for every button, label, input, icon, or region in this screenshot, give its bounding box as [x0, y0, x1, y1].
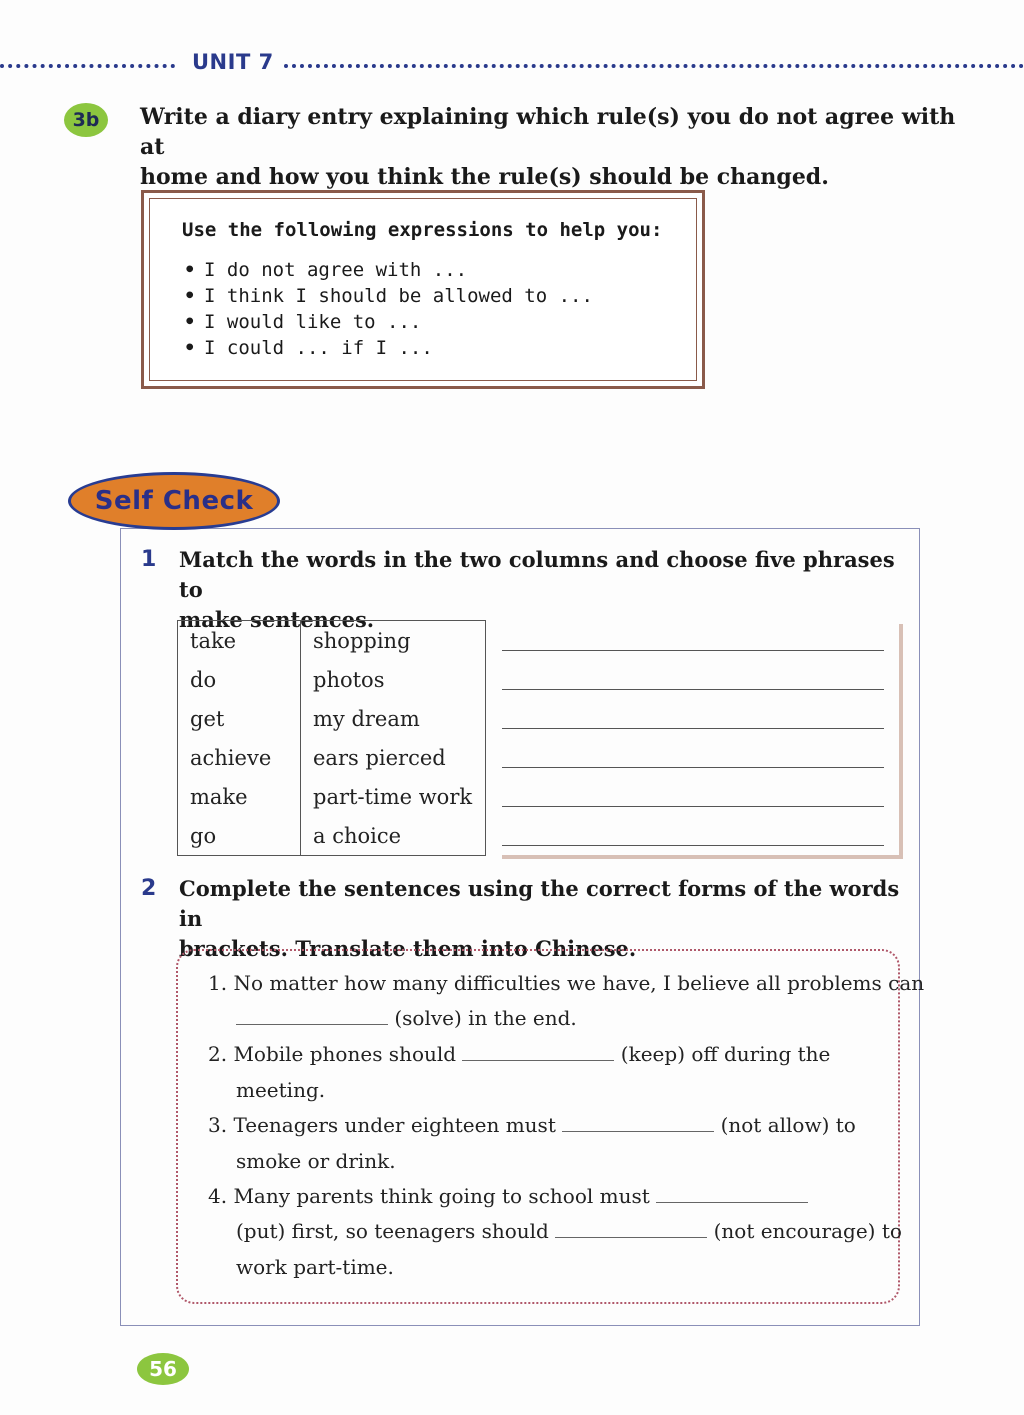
expression-item: • I could ... if I ... [184, 337, 433, 359]
expressions-title: Use the following expressions to help you: [182, 219, 663, 241]
answer-blank[interactable] [462, 1042, 614, 1061]
question-2-number: 2 [141, 876, 157, 901]
sentence-2-line-2: meeting. [236, 1078, 326, 1102]
dotted-rule-left [0, 64, 175, 68]
sentence-1-line-2: (solve) in the end. [236, 1006, 577, 1030]
task-3b-instruction [140, 102, 960, 192]
sentence-2-line-1: 2. Mobile phones should (keep) off during the [208, 1042, 831, 1066]
answer-blank[interactable] [236, 1006, 388, 1025]
expression-item: • I would like to ... [184, 311, 422, 333]
unit-title: UNIT 7 [192, 50, 274, 74]
sentence-1-line-1: 1. No matter how many difficulties we have, I believe all problems can [208, 971, 925, 995]
answer-line[interactable] [502, 728, 884, 729]
bullet-icon: • [184, 285, 196, 307]
answer-line[interactable] [502, 806, 884, 807]
table-row: go a choice [178, 816, 486, 856]
answer-blank[interactable] [555, 1219, 707, 1238]
sentence-4-line-2: (put) first, so teenagers should (not encourage) to [236, 1219, 902, 1243]
bullet-icon: • [184, 259, 196, 281]
sentence-3-line-2: smoke or drink. [236, 1149, 396, 1173]
answer-area-shadow-right [899, 624, 903, 858]
expression-item: • I do not agree with ... [184, 259, 468, 281]
answer-area-shadow-bottom [502, 855, 903, 859]
expression-item: • I think I should be allowed to ... [184, 285, 593, 307]
table-row: make part-time work [178, 777, 486, 816]
page-number: 56 [137, 1353, 189, 1385]
bullet-icon: • [184, 311, 196, 333]
answer-blank[interactable] [562, 1113, 714, 1132]
unit-header [0, 50, 1024, 80]
sentence-4-line-3: work part-time. [236, 1255, 394, 1279]
question-1-number: 1 [141, 547, 157, 572]
expressions-list [184, 257, 593, 361]
dotted-rule-right [284, 64, 1024, 68]
answer-lines [502, 612, 902, 858]
answer-line[interactable] [502, 689, 884, 690]
question-2-instruction: Complete the sentences using the correct forms of the words in brackets. Translate them into Chinese. [179, 876, 900, 961]
bullet-icon: • [184, 337, 196, 359]
task-3b-line-2: home and how you think the rule(s) should be changed. [140, 164, 829, 190]
self-check-badge: Self Check [68, 472, 280, 530]
table-row: do photos [178, 660, 486, 699]
expressions-box [141, 190, 705, 389]
answer-line[interactable] [502, 767, 884, 768]
table-row: get my dream [178, 699, 486, 738]
table-row: take shopping [178, 621, 486, 661]
answer-line[interactable] [502, 650, 884, 651]
task-3b-line-1: Write a diary entry explaining which rule(s) you do not agree with at [140, 104, 956, 160]
matching-table [177, 620, 486, 856]
sentence-3-line-1: 3. Teenagers under eighteen must (not allow) to [208, 1113, 856, 1137]
answer-line[interactable] [502, 845, 884, 846]
answer-blank[interactable] [656, 1184, 808, 1203]
sentence-4-line-1: 4. Many parents think going to school must [208, 1184, 808, 1208]
table-row: achieve ears pierced [178, 738, 486, 777]
task-badge-3b: 3b [64, 103, 108, 137]
question-1-instruction: Match the words in the two columns and choose five phrases to make sentences. [179, 547, 895, 632]
